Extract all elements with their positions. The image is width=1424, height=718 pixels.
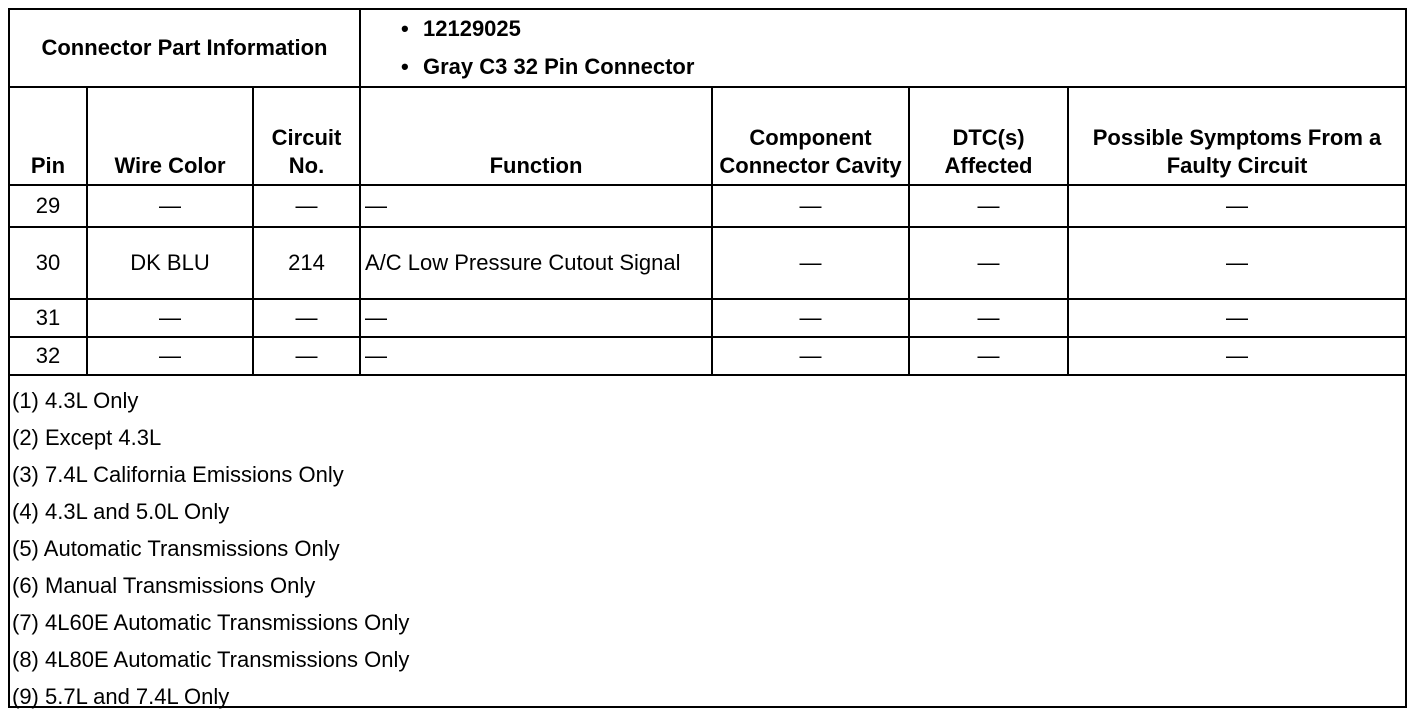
header-dtcs: DTC(s) Affected	[909, 87, 1068, 185]
table-row	[10, 185, 1405, 227]
cell-wire-color: —	[87, 185, 253, 227]
footnote: (7) 4L60E Automatic Transmissions Only	[12, 610, 410, 635]
footnote: (2) Except 4.3L	[12, 425, 162, 450]
connector-info-values	[360, 10, 1405, 87]
cell-circuit-no: —	[253, 337, 360, 375]
cell-function: —	[360, 185, 712, 227]
connector-table-frame	[8, 8, 1407, 708]
header-pin: Pin	[10, 87, 87, 185]
footnotes	[10, 376, 1405, 715]
header-function: Function	[360, 87, 712, 185]
part-number-line	[401, 10, 1399, 48]
footnote: (5) Automatic Transmissions Only	[12, 536, 340, 561]
bullet-icon: •	[401, 16, 409, 41]
footnote: (1) 4.3L Only	[12, 388, 139, 413]
connector-info-row	[10, 10, 1405, 87]
table-row	[10, 337, 1405, 375]
table-row	[10, 299, 1405, 337]
cell-dtcs: —	[909, 227, 1068, 299]
cell-symptoms: —	[1068, 227, 1405, 299]
cell-symptoms: —	[1068, 337, 1405, 375]
cell-pin: 31	[10, 299, 87, 337]
connector-info-label: Connector Part Information	[10, 10, 360, 87]
cell-component-cavity: —	[712, 227, 909, 299]
connector-description: Gray C3 32 Pin Connector	[423, 54, 695, 79]
bullet-icon: •	[401, 54, 409, 79]
cell-wire-color: —	[87, 337, 253, 375]
table-row	[10, 227, 1405, 299]
cell-symptoms: —	[1068, 299, 1405, 337]
cell-component-cavity: —	[712, 299, 909, 337]
footnote: (9) 5.7L and 7.4L Only	[12, 684, 230, 709]
cell-wire-color: —	[87, 299, 253, 337]
cell-symptoms: —	[1068, 185, 1405, 227]
cell-pin: 32	[10, 337, 87, 375]
connector-table	[10, 10, 1405, 376]
part-number: 12129025	[423, 16, 521, 41]
header-symptoms: Possible Symptoms From a Faulty Circuit	[1068, 87, 1405, 185]
cell-circuit-no: —	[253, 185, 360, 227]
cell-circuit-no: —	[253, 299, 360, 337]
cell-function: A/C Low Pressure Cutout Signal	[360, 227, 712, 299]
cell-dtcs: —	[909, 337, 1068, 375]
header-wire-color: Wire Color	[87, 87, 253, 185]
cell-component-cavity: —	[712, 337, 909, 375]
footnote: (8) 4L80E Automatic Transmissions Only	[12, 647, 410, 672]
footnote: (4) 4.3L and 5.0L Only	[12, 499, 230, 524]
header-circuit-no: Circuit No.	[253, 87, 360, 185]
cell-component-cavity: —	[712, 185, 909, 227]
cell-dtcs: —	[909, 185, 1068, 227]
header-row	[10, 87, 1405, 185]
cell-wire-color: DK BLU	[87, 227, 253, 299]
footnote: (6) Manual Transmissions Only	[12, 573, 316, 598]
description-line	[401, 48, 1399, 86]
cell-pin: 30	[10, 227, 87, 299]
cell-function: —	[360, 337, 712, 375]
cell-circuit-no: 214	[253, 227, 360, 299]
header-component-cavity: Component Connector Cavity	[712, 87, 909, 185]
footnote: (3) 7.4L California Emissions Only	[12, 462, 344, 487]
cell-dtcs: —	[909, 299, 1068, 337]
cell-function: —	[360, 299, 712, 337]
cell-pin: 29	[10, 185, 87, 227]
